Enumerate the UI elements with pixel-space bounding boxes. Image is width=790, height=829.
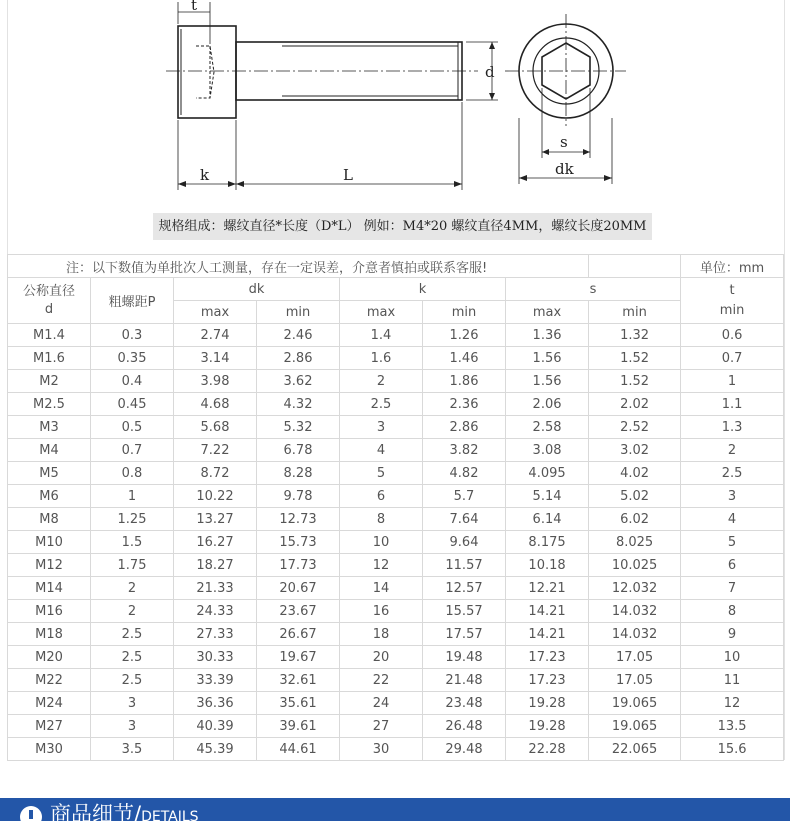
table-cell: 8 [340, 508, 423, 531]
table-cell: 20 [340, 646, 423, 669]
table-cell: 1.36 [506, 324, 589, 347]
table-cell: 22.28 [506, 738, 589, 761]
table-cell: 16 [340, 600, 423, 623]
dim-label-k: k [200, 166, 210, 184]
table-cell: M18 [8, 623, 91, 646]
table-cell: 19.67 [257, 646, 340, 669]
table-cell: 3.5 [91, 738, 174, 761]
table-cell: M4 [8, 439, 91, 462]
table-cell: 14.032 [589, 623, 681, 646]
table-cell: 0.45 [91, 393, 174, 416]
table-row [8, 393, 784, 416]
table-cell: 0.6 [681, 324, 784, 347]
table-cell: 2.5 [91, 646, 174, 669]
table-cell: 19.28 [506, 715, 589, 738]
table-cell: 11.57 [423, 554, 506, 577]
table-cell: 35.61 [257, 692, 340, 715]
table-cell: 30.33 [174, 646, 257, 669]
table-cell: 14.21 [506, 600, 589, 623]
table-cell: 3.82 [423, 439, 506, 462]
table-cell: 2 [91, 577, 174, 600]
header-dk-max: max [174, 301, 257, 324]
table-cell: 2 [681, 439, 784, 462]
header-k-min: min [423, 301, 506, 324]
table-cell: M2 [8, 370, 91, 393]
table-cell: 0.3 [91, 324, 174, 347]
table-cell: 2.06 [506, 393, 589, 416]
dim-label-s: s [560, 133, 568, 151]
table-row [8, 600, 784, 623]
table-cell: 7.22 [174, 439, 257, 462]
table-cell: M8 [8, 508, 91, 531]
table-cell: 2.58 [506, 416, 589, 439]
table-cell: 19.065 [589, 715, 681, 738]
table-cell: 14.032 [589, 600, 681, 623]
table-cell: 24 [340, 692, 423, 715]
table-cell: 12.21 [506, 577, 589, 600]
table-cell: 3 [340, 416, 423, 439]
table-cell: 12 [340, 554, 423, 577]
table-cell: 2.5 [91, 623, 174, 646]
table-cell: 9 [681, 623, 784, 646]
table-cell: 27 [340, 715, 423, 738]
header-k: k [340, 278, 506, 301]
table-cell: 1 [91, 485, 174, 508]
table-cell: 3 [681, 485, 784, 508]
table-cell: 3.14 [174, 347, 257, 370]
header-diameter: 公称直径 d [8, 278, 91, 324]
table-cell: 1.86 [423, 370, 506, 393]
table-cell: 0.5 [91, 416, 174, 439]
table-cell: 1.4 [340, 324, 423, 347]
table-cell: 4 [340, 439, 423, 462]
table-cell: 12 [681, 692, 784, 715]
table-header-row-1 [8, 278, 784, 301]
table-cell: 4.68 [174, 393, 257, 416]
dim-label-t: t [191, 0, 198, 14]
table-cell: 2.5 [681, 462, 784, 485]
table-cell: 2.46 [257, 324, 340, 347]
table-cell: 22.065 [589, 738, 681, 761]
table-cell: 8.175 [506, 531, 589, 554]
table-cell: 33.39 [174, 669, 257, 692]
table-cell: 7 [681, 577, 784, 600]
table-cell: 0.35 [91, 347, 174, 370]
table-cell: 16.27 [174, 531, 257, 554]
header-dk-min: min [257, 301, 340, 324]
table-cell: M1.4 [8, 324, 91, 347]
table-cell: 17.05 [589, 646, 681, 669]
table-cell: M22 [8, 669, 91, 692]
table-cell: 10 [340, 531, 423, 554]
note-spacer-cell [589, 255, 681, 278]
table-cell: 30 [340, 738, 423, 761]
table-cell: 12.57 [423, 577, 506, 600]
table-cell: 8.025 [589, 531, 681, 554]
table-cell: 1 [681, 370, 784, 393]
table-cell: 11 [681, 669, 784, 692]
table-cell: 40.39 [174, 715, 257, 738]
table-cell: 21.33 [174, 577, 257, 600]
table-cell: 17.57 [423, 623, 506, 646]
table-cell: 0.7 [681, 347, 784, 370]
table-cell: 12.73 [257, 508, 340, 531]
table-cell: 1.56 [506, 370, 589, 393]
table-cell: 5 [681, 531, 784, 554]
table-cell: 10 [681, 646, 784, 669]
header-t: t min [681, 278, 784, 324]
table-cell: 6.14 [506, 508, 589, 531]
table-row [8, 692, 784, 715]
table-cell: 14 [340, 577, 423, 600]
table-cell: 3.98 [174, 370, 257, 393]
table-cell: 1.3 [681, 416, 784, 439]
table-row [8, 485, 784, 508]
table-cell: M10 [8, 531, 91, 554]
table-cell: 26.48 [423, 715, 506, 738]
table-cell: M24 [8, 692, 91, 715]
table-cell: 4 [681, 508, 784, 531]
unit-label: 单位：mm [681, 255, 784, 278]
table-cell: 1.5 [91, 531, 174, 554]
table-cell: 15.6 [681, 738, 784, 761]
table-row [8, 623, 784, 646]
screw-head-outline [178, 26, 236, 118]
spec-table [7, 254, 784, 761]
dim-label-dk: dk [555, 160, 574, 178]
table-cell: 15.57 [423, 600, 506, 623]
table-cell: M5 [8, 462, 91, 485]
table-row [8, 370, 784, 393]
table-cell: 8 [681, 600, 784, 623]
table-row [8, 738, 784, 761]
table-cell: 2.86 [423, 416, 506, 439]
table-cell: 1.6 [340, 347, 423, 370]
header-k-max: max [340, 301, 423, 324]
dim-label-d: d [485, 63, 495, 81]
table-row [8, 715, 784, 738]
table-cell: 44.61 [257, 738, 340, 761]
table-cell: 2 [91, 600, 174, 623]
table-cell: 27.33 [174, 623, 257, 646]
table-cell: M1.6 [8, 347, 91, 370]
table-cell: 2.52 [589, 416, 681, 439]
table-row [8, 669, 784, 692]
table-cell: 3.08 [506, 439, 589, 462]
table-cell: 20.67 [257, 577, 340, 600]
table-cell: 14.21 [506, 623, 589, 646]
table-cell: 4.82 [423, 462, 506, 485]
table-cell: 2.02 [589, 393, 681, 416]
table-cell: 1.25 [91, 508, 174, 531]
table-cell: M3 [8, 416, 91, 439]
table-row [8, 324, 784, 347]
table-cell: M2.5 [8, 393, 91, 416]
table-cell: 8.28 [257, 462, 340, 485]
table-row [8, 577, 784, 600]
table-cell: 13.5 [681, 715, 784, 738]
section-header-bar [0, 798, 790, 826]
info-icon [20, 806, 42, 828]
table-cell: M30 [8, 738, 91, 761]
header-s-max: max [506, 301, 589, 324]
table-cell: 3.62 [257, 370, 340, 393]
table-cell: 4.095 [506, 462, 589, 485]
table-cell: 26.67 [257, 623, 340, 646]
table-cell: 13.27 [174, 508, 257, 531]
table-cell: 2 [340, 370, 423, 393]
table-cell: 5.14 [506, 485, 589, 508]
table-cell: 9.78 [257, 485, 340, 508]
table-cell: M16 [8, 600, 91, 623]
table-note-row [8, 255, 784, 278]
table-cell: 5.7 [423, 485, 506, 508]
table-cell: 4.02 [589, 462, 681, 485]
table-cell: 21.48 [423, 669, 506, 692]
table-cell: 17.05 [589, 669, 681, 692]
table-cell: 2.36 [423, 393, 506, 416]
table-cell: 2.74 [174, 324, 257, 347]
header-s-min: min [589, 301, 681, 324]
table-cell: 17.23 [506, 646, 589, 669]
table-cell: 5.32 [257, 416, 340, 439]
table-cell: 1.52 [589, 347, 681, 370]
table-cell: 17.73 [257, 554, 340, 577]
dim-label-L: L [343, 166, 353, 184]
table-cell: 19.28 [506, 692, 589, 715]
table-row [8, 531, 784, 554]
table-cell: 0.8 [91, 462, 174, 485]
table-row [8, 416, 784, 439]
table-cell: 45.39 [174, 738, 257, 761]
table-cell: 0.7 [91, 439, 174, 462]
table-cell: 1.26 [423, 324, 506, 347]
table-cell: 18.27 [174, 554, 257, 577]
spec-format-caption: 规格组成：螺纹直径*长度（D*L） 例如：M4*20 螺纹直径4MM，螺纹长度20MM [153, 213, 652, 240]
table-cell: 10.18 [506, 554, 589, 577]
table-row [8, 508, 784, 531]
table-cell: 2.86 [257, 347, 340, 370]
table-cell: 6 [340, 485, 423, 508]
table-cell: 2.5 [91, 669, 174, 692]
table-cell: 29.48 [423, 738, 506, 761]
table-cell: 1.56 [506, 347, 589, 370]
table-cell: 1.32 [589, 324, 681, 347]
table-cell: 15.73 [257, 531, 340, 554]
table-cell: 36.36 [174, 692, 257, 715]
table-cell: 5.68 [174, 416, 257, 439]
table-row [8, 462, 784, 485]
table-cell: 8.72 [174, 462, 257, 485]
table-cell: 19.065 [589, 692, 681, 715]
section-title: 商品细节/DETAILS [50, 802, 199, 826]
table-cell: 3 [91, 692, 174, 715]
table-cell: 1.46 [423, 347, 506, 370]
header-s: s [506, 278, 681, 301]
table-cell: 24.33 [174, 600, 257, 623]
table-cell: 23.48 [423, 692, 506, 715]
table-cell: 1.52 [589, 370, 681, 393]
table-row [8, 554, 784, 577]
hex-socket-hidden-lines [196, 46, 214, 98]
header-dk: dk [174, 278, 340, 301]
table-cell: 1.75 [91, 554, 174, 577]
table-cell: 9.64 [423, 531, 506, 554]
table-cell: M27 [8, 715, 91, 738]
table-cell: 1.1 [681, 393, 784, 416]
table-cell: 3 [91, 715, 174, 738]
table-cell: 6 [681, 554, 784, 577]
table-cell: 4.32 [257, 393, 340, 416]
table-cell: M12 [8, 554, 91, 577]
table-cell: 18 [340, 623, 423, 646]
table-cell: 2.5 [340, 393, 423, 416]
table-cell: M14 [8, 577, 91, 600]
table-cell: 6.02 [589, 508, 681, 531]
table-cell: 7.64 [423, 508, 506, 531]
table-cell: 12.032 [589, 577, 681, 600]
measurement-note: 注：以下数值为单批次人工测量，存在一定误差，介意者慎拍或联系客服! [8, 255, 589, 278]
table-cell: 3.02 [589, 439, 681, 462]
table-cell: M20 [8, 646, 91, 669]
table-cell: 10.025 [589, 554, 681, 577]
table-row [8, 439, 784, 462]
table-cell: 10.22 [174, 485, 257, 508]
table-cell: 6.78 [257, 439, 340, 462]
table-row [8, 646, 784, 669]
table-cell: 32.61 [257, 669, 340, 692]
table-cell: 39.61 [257, 715, 340, 738]
table-cell: 0.4 [91, 370, 174, 393]
table-cell: 22 [340, 669, 423, 692]
header-pitch: 粗螺距P [91, 278, 174, 324]
table-cell: 19.48 [423, 646, 506, 669]
screw-technical-drawing [0, 0, 790, 200]
table-cell: 5 [340, 462, 423, 485]
table-cell: M6 [8, 485, 91, 508]
table-cell: 17.23 [506, 669, 589, 692]
table-row [8, 347, 784, 370]
table-cell: 23.67 [257, 600, 340, 623]
table-cell: 5.02 [589, 485, 681, 508]
